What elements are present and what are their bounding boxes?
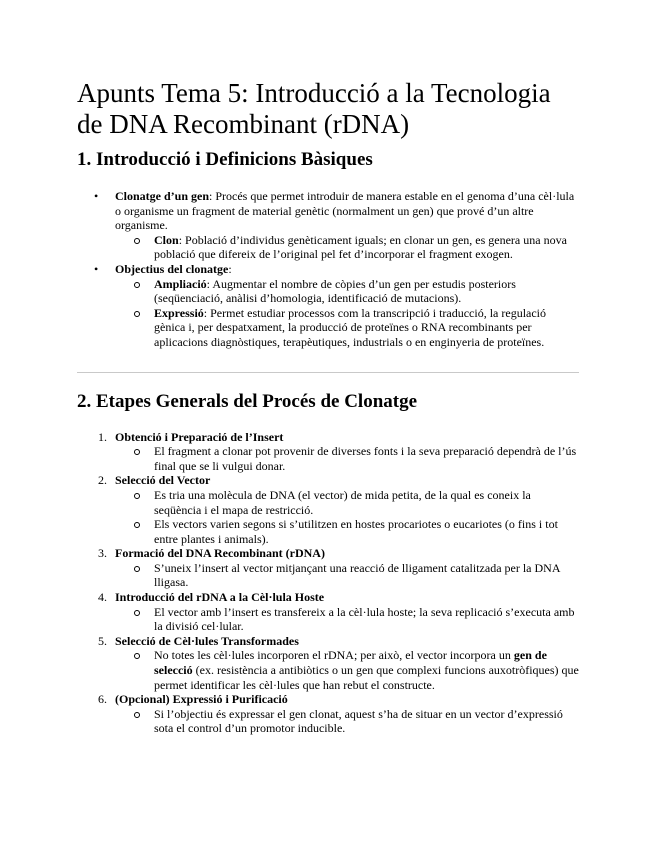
- step-number: 4.: [98, 590, 107, 605]
- step-number: 2.: [98, 473, 107, 488]
- term-clon: Clon: [154, 232, 179, 247]
- page-title: Apunts Tema 5: Introducció a la Tecnologia de DNA Recombinant (rDNA): [77, 78, 551, 139]
- sub-list-objectius: [115, 277, 579, 350]
- circle-bullet-icon: [134, 653, 140, 659]
- step-title: (Opcional) Expressió i Purificació: [115, 692, 288, 707]
- step-title: Introducció del rDNA a la Cèl·lula Hoste: [115, 590, 325, 605]
- definition-expressio: : Permet estudiar processos com la transcripció i traducció, la regulació gènica i, per despatxament, la producció de proteïnes o RNA recombinants per aplicacions diagnòstiques, terapèutiques, industrials o en enginyeria de proteïnes.: [154, 305, 547, 349]
- step-sub-list: [115, 707, 579, 736]
- step-detail: [115, 444, 579, 473]
- section-2-heading: 2. Etapes Generals del Procés de Clonatge: [77, 390, 418, 412]
- step-detail-text: Els vectors varien segons si s’utilitzen en hostes procariotes o eucariotes (o fins i tot entre plantes i animals).: [154, 517, 558, 546]
- step-item-3: [77, 546, 579, 590]
- circle-bullet-icon: [134, 238, 140, 244]
- definition-clonatge: : Procés que permet introduir de manera estable en el genoma d’una cèl·lula o organisme un fragment de material genètic (normalment un gen) que prové d’un altre organisme.: [115, 189, 575, 233]
- section-1-heading: 1. Introducció i Definicions Bàsiques: [77, 149, 373, 170]
- step-detail: [115, 648, 579, 692]
- step-number: 3.: [98, 546, 107, 561]
- step-detail-text: El fragment a clonar pot provenir de diverses fonts i la seva preparació dependrà de l’ús final que se li vulgui donar.: [154, 444, 577, 473]
- section-1-list: [77, 189, 579, 350]
- step-detail-text-before: No totes les cèl·lules incorporen el rDNA; per això, el vector incorpora un: [154, 648, 514, 663]
- step-detail-text: S’uneix l’insert al vector mitjançant una reacció de lligament catalitzada per la DNA lligasa.: [154, 560, 560, 590]
- step-number: 1.: [98, 429, 107, 444]
- step-detail-text: Es tria una molècula de DNA (el vector) de mida petita, de la qual es coneix la seqüència i el mapa de restricció.: [154, 487, 531, 517]
- section-2-list: [77, 430, 579, 736]
- term-objectius: Objectius del clonatge: [115, 261, 229, 276]
- step-sub-list: [115, 648, 579, 692]
- step-detail: [115, 605, 579, 634]
- term-gen-de-seleccio: gen de selecció: [154, 648, 547, 678]
- step-item-2: [77, 473, 579, 546]
- step-detail: [115, 707, 579, 736]
- bullet-icon: •: [94, 189, 99, 203]
- step-item-1: [77, 430, 579, 474]
- definition-objectius: :: [228, 261, 232, 276]
- step-title: Formació del DNA Recombinant (rDNA): [115, 546, 325, 561]
- step-sub-list: [115, 488, 579, 546]
- step-title: Selecció del Vector: [115, 473, 211, 488]
- document-page: [77, 78, 579, 736]
- step-sub-list: [115, 444, 579, 473]
- step-item-4: [77, 590, 579, 634]
- step-item-6: [77, 692, 579, 736]
- term-ampliacio: Ampliació: [154, 276, 207, 291]
- step-detail-text: El vector amb l’insert es transfereix a la cèl·lula hoste; la seva replicació s’executa amb la divisió cel·lular.: [154, 604, 575, 634]
- circle-bullet-icon: [134, 610, 140, 616]
- circle-bullet-icon: [134, 522, 140, 528]
- circle-bullet-icon: [134, 493, 140, 499]
- list-item-clonatge: [77, 189, 579, 262]
- step-detail: [115, 488, 579, 517]
- circle-bullet-icon: [134, 282, 140, 288]
- sub-list-clonatge: [115, 233, 579, 262]
- sub-item-clon: [115, 233, 579, 262]
- section-divider: [77, 372, 579, 373]
- circle-bullet-icon: [134, 449, 140, 455]
- sub-item-expressio: [115, 306, 579, 350]
- circle-bullet-icon: [134, 311, 140, 317]
- step-detail-text: Si l’objectiu és expressar el gen clonat, aquest s’ha de situar en un vector d’expressió sota el control d’un promotor inducible.: [154, 706, 563, 736]
- step-title: Selecció de Cèl·lules Transformades: [115, 633, 299, 648]
- step-number: 5.: [98, 633, 107, 648]
- sub-item-ampliacio: [115, 277, 579, 306]
- term-expressio: Expressió: [154, 305, 204, 320]
- circle-bullet-icon: [134, 566, 140, 572]
- list-item-objectius: [77, 262, 579, 350]
- step-sub-list: [115, 561, 579, 590]
- circle-bullet-icon: [134, 712, 140, 718]
- step-detail: [115, 561, 579, 590]
- step-item-5: [77, 634, 579, 692]
- term-clonatge: Clonatge d’un gen: [115, 189, 210, 203]
- definition-clon: : Població d’individus genèticament iguals; en clonar un gen, es genera una nova població que difereix de l’original pel fet d’incorporar el fragment exogen.: [154, 232, 567, 262]
- step-sub-list: [115, 605, 579, 634]
- definition-ampliacio: : Augmentar el nombre de còpies d’un gen per estudis posteriors (seqüenciació, anàlisi d’homologia, identificació de mutacions).: [154, 276, 516, 306]
- bullet-icon: •: [94, 261, 99, 276]
- step-detail: [115, 517, 579, 546]
- step-number: 6.: [98, 692, 107, 707]
- step-detail-text-after: (ex. resistència a antibiòtics o un gen que complexi funcions auxotròfiques) que permet identificar les cèl·lules que han rebut el constructe.: [154, 663, 579, 692]
- step-title: Obtenció i Preparació de l’Insert: [115, 429, 284, 444]
